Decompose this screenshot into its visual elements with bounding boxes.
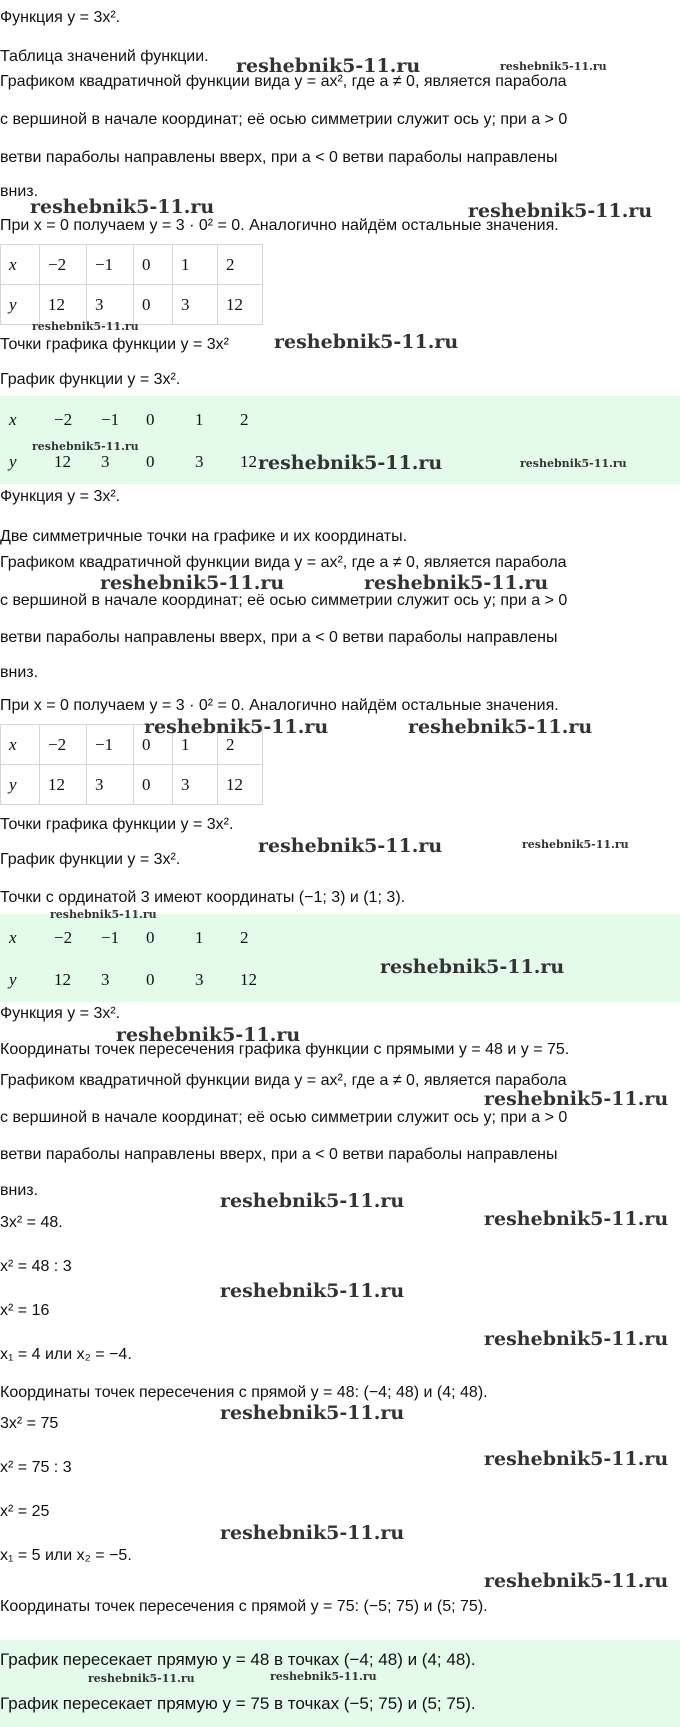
block1-title: Функция y = 3x². — [0, 9, 121, 26]
watermark: reshebnik5-11.ru — [144, 716, 329, 738]
watermark: reshebnik5-11.ru — [50, 908, 157, 921]
table-cell: 3 — [101, 451, 110, 471]
block1-theory-1: Графиком квадратичной функции вида y = ax², где a ≠ 0, является парабола — [0, 73, 567, 90]
table-cell: 1 — [195, 927, 204, 947]
table-cell: −1 — [101, 409, 120, 429]
table-cell: 2 — [218, 245, 263, 285]
table-cell: 12 — [240, 451, 257, 471]
table-cell: y — [9, 969, 17, 989]
eq75-line-2: x² = 75 : 3 — [0, 1459, 72, 1476]
table-cell: 2 — [218, 725, 263, 765]
table-cell: 12 — [40, 765, 87, 805]
eq48-line-4: x₁ = 4 или x₂ = −4. — [0, 1346, 132, 1363]
table-cell: 12 — [54, 451, 71, 471]
eq48-line-3: x² = 16 — [0, 1302, 50, 1319]
watermark: reshebnik5-11.ru — [468, 200, 653, 222]
table-cell: 2 — [240, 927, 249, 947]
watermark: reshebnik5-11.ru — [32, 320, 139, 333]
block1-graph: График функции y = 3x². — [0, 371, 181, 388]
watermark: reshebnik5-11.ru — [520, 457, 627, 470]
answer-75: График пересекает прямую y = 75 в точках (−5; 75) и (5; 75). — [0, 1694, 476, 1713]
watermark: reshebnik5-11.ru — [220, 1522, 405, 1544]
block2-title: Функция y = 3x². — [0, 488, 121, 505]
watermark: reshebnik5-11.ru — [408, 716, 593, 738]
watermark: reshebnik5-11.ru — [100, 572, 285, 594]
table-cell: 1 — [195, 409, 204, 429]
eq48-line-1: 3x² = 48. — [0, 1214, 63, 1231]
values-table-answer-2 — [0, 916, 277, 1001]
table-cell: x — [1, 245, 40, 285]
table-cell: 0 — [134, 245, 173, 285]
table-cell: −1 — [87, 725, 134, 765]
table-cell: 2 — [240, 409, 249, 429]
block1-theory-3: ветви параболы направлены вверх, при a < 0 ветви параболы направлены — [0, 149, 558, 166]
block3-title: Функция y = 3x². — [0, 1005, 121, 1022]
table-cell: y — [1, 765, 40, 805]
watermark: reshebnik5-11.ru — [274, 331, 459, 353]
table-cell: 0 — [134, 725, 173, 765]
table-cell: 3 — [87, 765, 134, 805]
block3-theory-1: Графиком квадратичной функции вида y = ax², где a ≠ 0, является парабола — [0, 1072, 567, 1089]
table-cell: −2 — [54, 927, 73, 947]
watermark: reshebnik5-11.ru — [380, 956, 565, 978]
watermark: reshebnik5-11.ru — [500, 60, 607, 73]
table-cell: 1 — [173, 245, 218, 285]
eq75-line-4: x₁ = 5 или x₂ = −5. — [0, 1547, 132, 1564]
watermark: reshebnik5-11.ru — [484, 1570, 669, 1592]
block3-theory-4: вниз. — [0, 1182, 39, 1199]
watermark: reshebnik5-11.ru — [220, 1280, 405, 1302]
block1-caption: Таблица значений функции. — [0, 48, 209, 65]
table-cell: 3 — [173, 285, 218, 325]
table-cell: 0 — [146, 927, 155, 947]
table-cell: 0 — [134, 765, 173, 805]
block2-theory-3: ветви параболы направлены вверх, при a < 0 ветви параболы направлены — [0, 629, 558, 646]
block1-points: Точки графика функции y = 3x² — [0, 336, 229, 353]
table-cell: −2 — [40, 725, 87, 765]
block2-calc: При x = 0 получаем y = 3 · 0² = 0. Аналогично найдём остальные значения. — [0, 697, 559, 714]
watermark: reshebnik5-11.ru — [220, 1190, 405, 1212]
watermark: reshebnik5-11.ru — [258, 452, 443, 474]
table-cell: −2 — [40, 245, 87, 285]
table-cell: 0 — [134, 285, 173, 325]
table-cell: 3 — [101, 969, 110, 989]
block1-theory-2: с вершиной в начале координат; её осью симметрии служит ось y; при a > 0 — [0, 111, 568, 128]
watermark: reshebnik5-11.ru — [484, 1088, 669, 1110]
watermark: reshebnik5-11.ru — [484, 1208, 669, 1230]
watermark: reshebnik5-11.ru — [258, 835, 443, 857]
watermark: reshebnik5-11.ru — [522, 838, 629, 851]
result-48: Координаты точек пересечения с прямой y = 48: (−4; 48) и (4; 48). — [0, 1384, 488, 1401]
values-table-1 — [0, 244, 263, 325]
table-cell: y — [1, 285, 40, 325]
block2-theory-4: вниз. — [0, 664, 39, 681]
watermark: reshebnik5-11.ru — [236, 55, 421, 77]
watermark: reshebnik5-11.ru — [220, 1402, 405, 1424]
watermark: reshebnik5-11.ru — [364, 572, 549, 594]
watermark: reshebnik5-11.ru — [484, 1448, 669, 1470]
table-cell: 3 — [173, 765, 218, 805]
table-cell: y — [9, 451, 17, 471]
watermark: reshebnik5-11.ru — [32, 440, 139, 453]
block3-theory-2: с вершиной в начале координат; её осью симметрии служит ось y; при a > 0 — [0, 1109, 568, 1126]
table-cell: −1 — [87, 245, 134, 285]
table-cell: 0 — [146, 451, 155, 471]
table-cell: −2 — [54, 409, 73, 429]
table-cell: 3 — [87, 285, 134, 325]
watermark: reshebnik5-11.ru — [484, 1328, 669, 1350]
eq48-line-2: x² = 48 : 3 — [0, 1258, 72, 1275]
watermark: reshebnik5-11.ru — [88, 1672, 195, 1685]
block1-theory-4: вниз. — [0, 183, 39, 200]
block2-graph: График функции y = 3x². — [0, 851, 181, 868]
table-cell: 3 — [195, 969, 204, 989]
block2-theory-2: с вершиной в начале координат; её осью симметрии служит ось y; при a > 0 — [0, 592, 568, 609]
answer-48: График пересекает прямую y = 48 в точках (−4; 48) и (4; 48). — [0, 1650, 476, 1669]
table-cell: x — [9, 409, 17, 429]
table-cell: 3 — [195, 451, 204, 471]
table-cell: 0 — [146, 969, 155, 989]
table-cell: x — [9, 927, 17, 947]
result-75: Координаты точек пересечения с прямой y = 75: (−5; 75) и (5; 75). — [0, 1598, 488, 1615]
table-cell: 0 — [146, 409, 155, 429]
table-cell: 12 — [218, 765, 263, 805]
block2-theory-1: Графиком квадратичной функции вида y = ax², где a ≠ 0, является парабола — [0, 554, 567, 571]
watermark: reshebnik5-11.ru — [30, 196, 215, 218]
block2-caption: Две симметричные точки на графике и их координаты. — [0, 528, 408, 545]
table-cell: 12 — [240, 969, 257, 989]
block2-symmetric: Точки с ординатой 3 имеют координаты (−1; 3) и (1; 3). — [0, 889, 406, 906]
block3-caption: Координаты точек пересечения графика функции с прямыми y = 48 и y = 75. — [0, 1041, 570, 1058]
block2-points: Точки графика функции y = 3x². — [0, 816, 234, 833]
table-cell: 12 — [40, 285, 87, 325]
table-cell: 12 — [54, 969, 71, 989]
block3-theory-3: ветви параболы направлены вверх, при a < 0 ветви параболы направлены — [0, 1146, 558, 1163]
table-cell: 1 — [173, 725, 218, 765]
watermark: reshebnik5-11.ru — [270, 1670, 377, 1683]
eq75-line-1: 3x² = 75 — [0, 1415, 59, 1432]
block1-calc: При x = 0 получаем y = 3 · 0² = 0. Аналогично найдём остальные значения. — [0, 217, 559, 234]
eq75-line-3: x² = 25 — [0, 1503, 50, 1520]
table-cell: x — [1, 725, 40, 765]
watermark: reshebnik5-11.ru — [116, 1024, 301, 1046]
table-cell: 12 — [218, 285, 263, 325]
table-cell: −1 — [101, 927, 120, 947]
